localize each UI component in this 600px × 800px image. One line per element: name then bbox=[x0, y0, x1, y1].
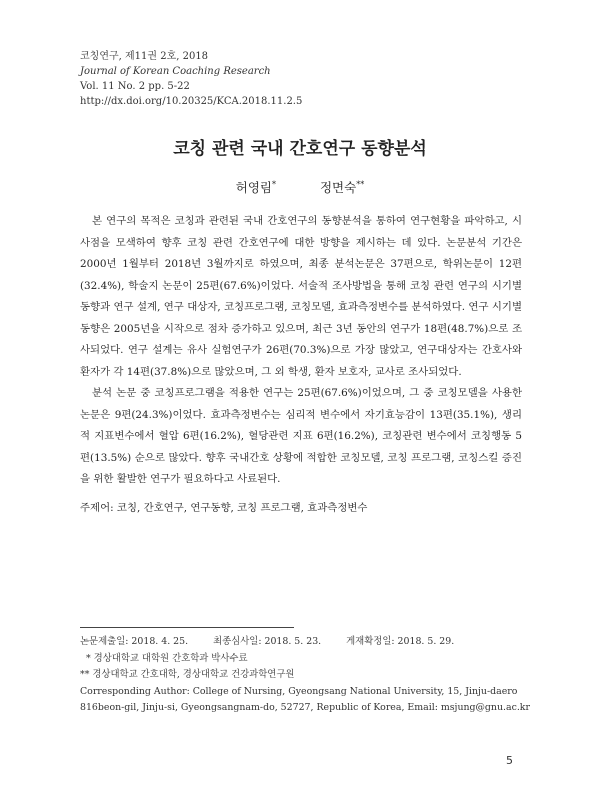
author-2-name: 정면숙 bbox=[319, 180, 357, 195]
page-number: 5 bbox=[506, 754, 513, 767]
corresponding-author-line-1: Corresponding Author: College of Nursing, Gyeongsang National University, 15, Jinju-daero bbox=[80, 685, 518, 697]
author-2 bbox=[320, 178, 364, 196]
author-2-mark: ** bbox=[356, 179, 365, 189]
author-1 bbox=[236, 178, 276, 196]
journal-name-korean: 코칭연구, 제11권 2호, 2018 bbox=[80, 51, 209, 62]
received-date: 논문제출일: 2018. 4. 25. bbox=[80, 636, 189, 647]
affiliation-1: * 경상대학교 대학원 간호학과 박사수료 bbox=[86, 652, 248, 664]
footnote-divider bbox=[80, 627, 294, 628]
author-1-name: 허영림 bbox=[235, 180, 272, 195]
affiliation-2: ** 경상대학교 간호대학, 경상대학교 건강과학연구원 bbox=[80, 669, 295, 681]
footnotes bbox=[80, 634, 530, 717]
abstract-paragraph-1: 본 연구의 목적은 코칭과 관련된 국내 간호연구의 동향분석을 통하여 연구현황을 파악하고, 시사점을 모색하여 향후 코칭 관련 간호연구에 대한 방향을 제시하는 데 있다. 논문분석 기간은 2000년 1월부터 2018년 3월까지로 하였으며, 최종 분석논문은 37편으로, 학위논문이 12편(32.4%), 학술지 논문이 25편(67.6%)이었다. 서술적 조사방법을 통해 코칭 관련 연구의 시기별 동향과 연구 설계, 연구 대상자, 코칭프로그램, 코칭모델, 효과측정변수를 분석하였다. 연구 시기별 동향은 2005년을 시작으로 점차 증가하고 있으며, 최근 3년 동안의 연구가 18편(48.7%)으로 조사되었다. 연구 설계는 유사 실험연구가 26편(70.3%)으로 가장 많았고, 연구대상자는 간호사와 환자가 각 14편(37.8%)으로 많았으며, 그 외 학생, 환자 보호자, 교사로 조사되었다. bbox=[80, 215, 522, 378]
doi-link[interactable]: http://dx.doi.org/10.20325/KCA.2018.11.2.5 bbox=[80, 96, 303, 107]
revised-date: 최종심사일: 2018. 5. 23. bbox=[213, 636, 322, 647]
paper-title: 코칭 관련 국내 간호연구 동향분석 bbox=[173, 139, 427, 159]
submission-dates bbox=[80, 634, 530, 651]
author-1-mark: * bbox=[272, 179, 276, 189]
journal-name-english: Journal of Korean Coaching Research bbox=[80, 66, 271, 77]
abstract-paragraph-2: 분석 논문 중 코칭프로그램을 적용한 연구는 25편(67.6%)이었으며, 그 중 코칭모델을 사용한 논문은 9편(24.3%)이었다. 효과측정변수는 심리적 변수에서 자기효능감이 13편(35.1%), 생리적 지표변수에서 혈압 6편(16.2%), 혈당관련 지표 6편(16.2%), 코칭관련 변수에서 코칭행동 5편(13.5%) 순으로 많았다. 향후 국내간호 상황에 적합한 코칭모델, 코칭 프로그램, 코칭스킬 증진을 위한 활발한 연구가 필요하다고 사료된다. bbox=[80, 387, 522, 485]
author-list bbox=[0, 178, 600, 196]
journal-header bbox=[80, 49, 302, 109]
abstract bbox=[80, 211, 522, 491]
volume-info: Vol. 11 No. 2 pp. 5-22 bbox=[80, 81, 190, 92]
accepted-date: 게재확정일: 2018. 5. 29. bbox=[346, 636, 455, 647]
corresponding-author-line-2: 816beon-gil, Jinju-si, Gyeongsangnam-do, 52727, Republic of Korea, Email: msjung@gnu.ac.kr bbox=[80, 702, 530, 714]
keywords: 주제어: 코칭, 간호연구, 연구동향, 코칭 프로그램, 효과측정변수 bbox=[80, 502, 368, 514]
